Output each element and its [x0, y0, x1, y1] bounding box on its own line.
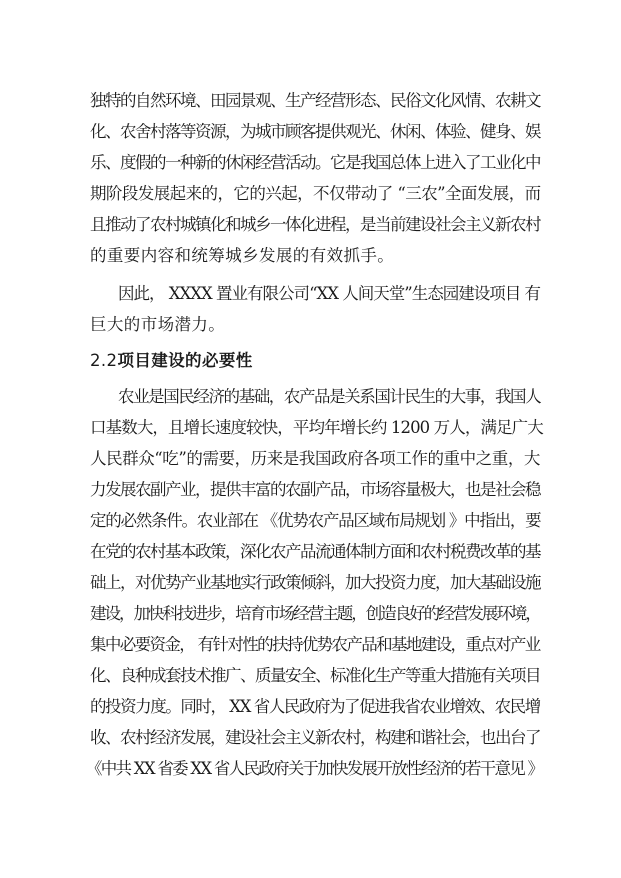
text-line: 期阶段发展起来的，它的兴起，不仅带动了 “三农”全面发展，而	[90, 184, 541, 203]
section-number: 2.2	[90, 351, 118, 370]
text-line: 口基数大，且增长速度较快，平均年增长约 1200 万人，满足广大	[90, 418, 543, 437]
text-line: 在党的农村基本政策，深化农产品流通体制方面和农村税费改革的基	[90, 542, 540, 561]
text-line: 化、良种成套技术推广、质量安全、标准化生产等重大措施有关项目	[90, 666, 540, 685]
text-line: 化、农舍村落等资源，为城市顾客提供观光、休闲、体验、健身、娱	[90, 122, 540, 141]
section-title: 项目建设的必要性	[117, 351, 253, 370]
text-line: 乐、度假的一种新的休闲经营活动。它是我国总体上进入了工业化中	[90, 153, 540, 172]
text-line: 集中必要资金， 有针对性的扶持优势农产品和基地建设，重点对产业	[90, 635, 540, 654]
text-line: 的投资力度。同时， XX 省人民政府为了促进我省农业增效、农民增	[90, 697, 540, 716]
text-line: 人民群众“吃”的需要，历来是我国政府各项工作的重中之重，大	[90, 449, 540, 468]
text-line: 的重要内容和统筹城乡发展的有效抓手。	[90, 246, 395, 265]
text-line: 巨大的市场潜力。	[90, 315, 226, 334]
text-line: 农业是国民经济的基础，农产品是关系国计民生的大事，我国人	[118, 387, 541, 406]
text-line: 因此， XXXX 置业有限公司“XX 人间天堂”生态园建设项目 有	[118, 284, 541, 303]
text-line: 定的必然条件。农业部在 《优势农产品区域布局规划 》中指出，要	[90, 511, 541, 530]
section-heading	[90, 350, 253, 372]
text-line: 建设，加快科技进步，培育市场经营主题，创造良好的经营发展环境，	[90, 604, 540, 623]
text-line: 收、农村经济发展，建设社会主义新农村，构建和谐社会，也出台了	[90, 728, 540, 747]
text-line: 力发展农副产业，提供丰富的农副产品，市场容量极大，也是社会稳	[90, 480, 540, 499]
text-line: 《中共 XX 省委 XX 省人民政府关于加快发展开放性经济的若干意见 》	[86, 759, 543, 778]
text-line: 础上，对优势产业基地实行政策倾斜，加大投资力度，加大基础设施	[90, 573, 540, 592]
text-line: 且推动了农村城镇化和城乡一体化进程，是当前建设社会主义新农村	[90, 215, 540, 234]
text-line: 独特的自然环境、田园景观、生产经营形态、民俗文化风情、农耕文	[90, 91, 540, 110]
